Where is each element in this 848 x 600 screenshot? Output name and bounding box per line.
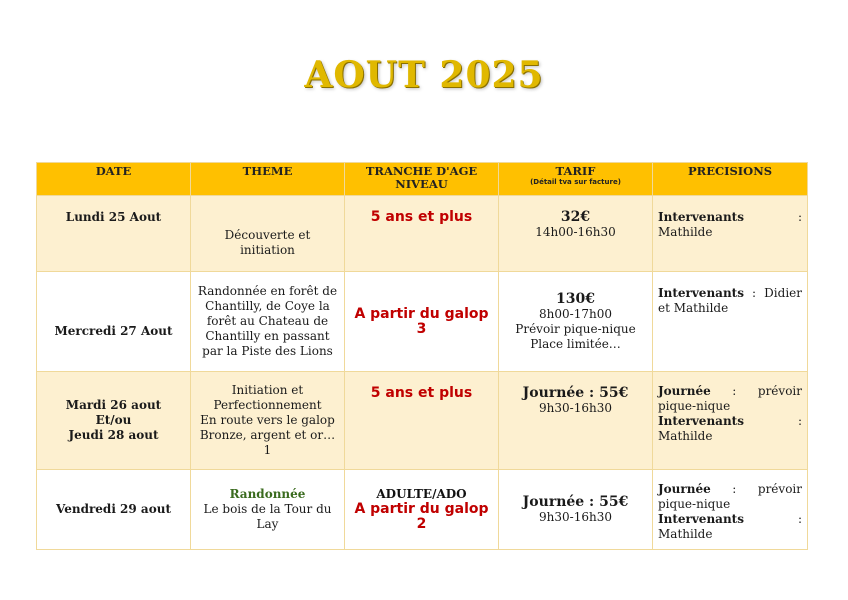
row-theme: Randonnée en forêt de Chantilly, de Coye la forêt au Chateau de Chantilly en passant par la Piste des Lions — [191, 272, 345, 372]
row-precisions: Journée : prévoir pique-nique Intervenants : Mathilde — [653, 372, 808, 470]
header-theme: THEME — [191, 163, 345, 196]
row-tarif: Journée : 55€ 9h30-16h30 — [499, 470, 653, 550]
page-title: AOUT 2025 — [304, 54, 544, 96]
table-row — [37, 196, 808, 272]
row-tarif: 32€ 14h00-16h30 — [499, 196, 653, 272]
row-age: A partir du galop 3 — [345, 272, 499, 372]
row-precisions: Intervenants : Didier et Mathilde — [653, 272, 808, 372]
table-row — [37, 372, 808, 470]
table-row — [37, 470, 808, 550]
header-date: DATE — [37, 163, 191, 196]
header-precisions: PRECISIONS — [653, 163, 808, 196]
row-theme: Initiation et Perfectionnement En route vers le galop Bronze, argent et or… 1 — [191, 372, 345, 470]
row-age: 5 ans et plus — [345, 196, 499, 272]
row-age: ADULTE/ADO A partir du galop 2 — [345, 470, 499, 550]
row-date: Vendredi 29 aout — [37, 470, 191, 550]
row-date: Mercredi 27 Aout — [37, 272, 191, 372]
header-age: TRANCHE D'AGE NIVEAU — [345, 163, 499, 196]
row-precisions: Journée : prévoir pique-nique Intervenants : Mathilde — [653, 470, 808, 550]
row-theme: Découverte et initiation — [191, 196, 345, 272]
table-row — [37, 272, 808, 372]
row-precisions: Intervenants : Mathilde — [653, 196, 808, 272]
row-theme: Randonnée Le bois de la Tour du Lay — [191, 470, 345, 550]
header-row — [37, 163, 808, 196]
schedule-table — [36, 162, 808, 550]
header-tarif: TARIF (Détail tva sur facture) — [499, 163, 653, 196]
row-date: Mardi 26 aout Et/ou Jeudi 28 aout — [37, 372, 191, 470]
row-tarif: Journée : 55€ 9h30-16h30 — [499, 372, 653, 470]
row-date: Lundi 25 Aout — [37, 196, 191, 272]
row-tarif: 130€ 8h00-17h00 Prévoir pique-nique Place limitée… — [499, 272, 653, 372]
row-age: 5 ans et plus — [345, 372, 499, 470]
